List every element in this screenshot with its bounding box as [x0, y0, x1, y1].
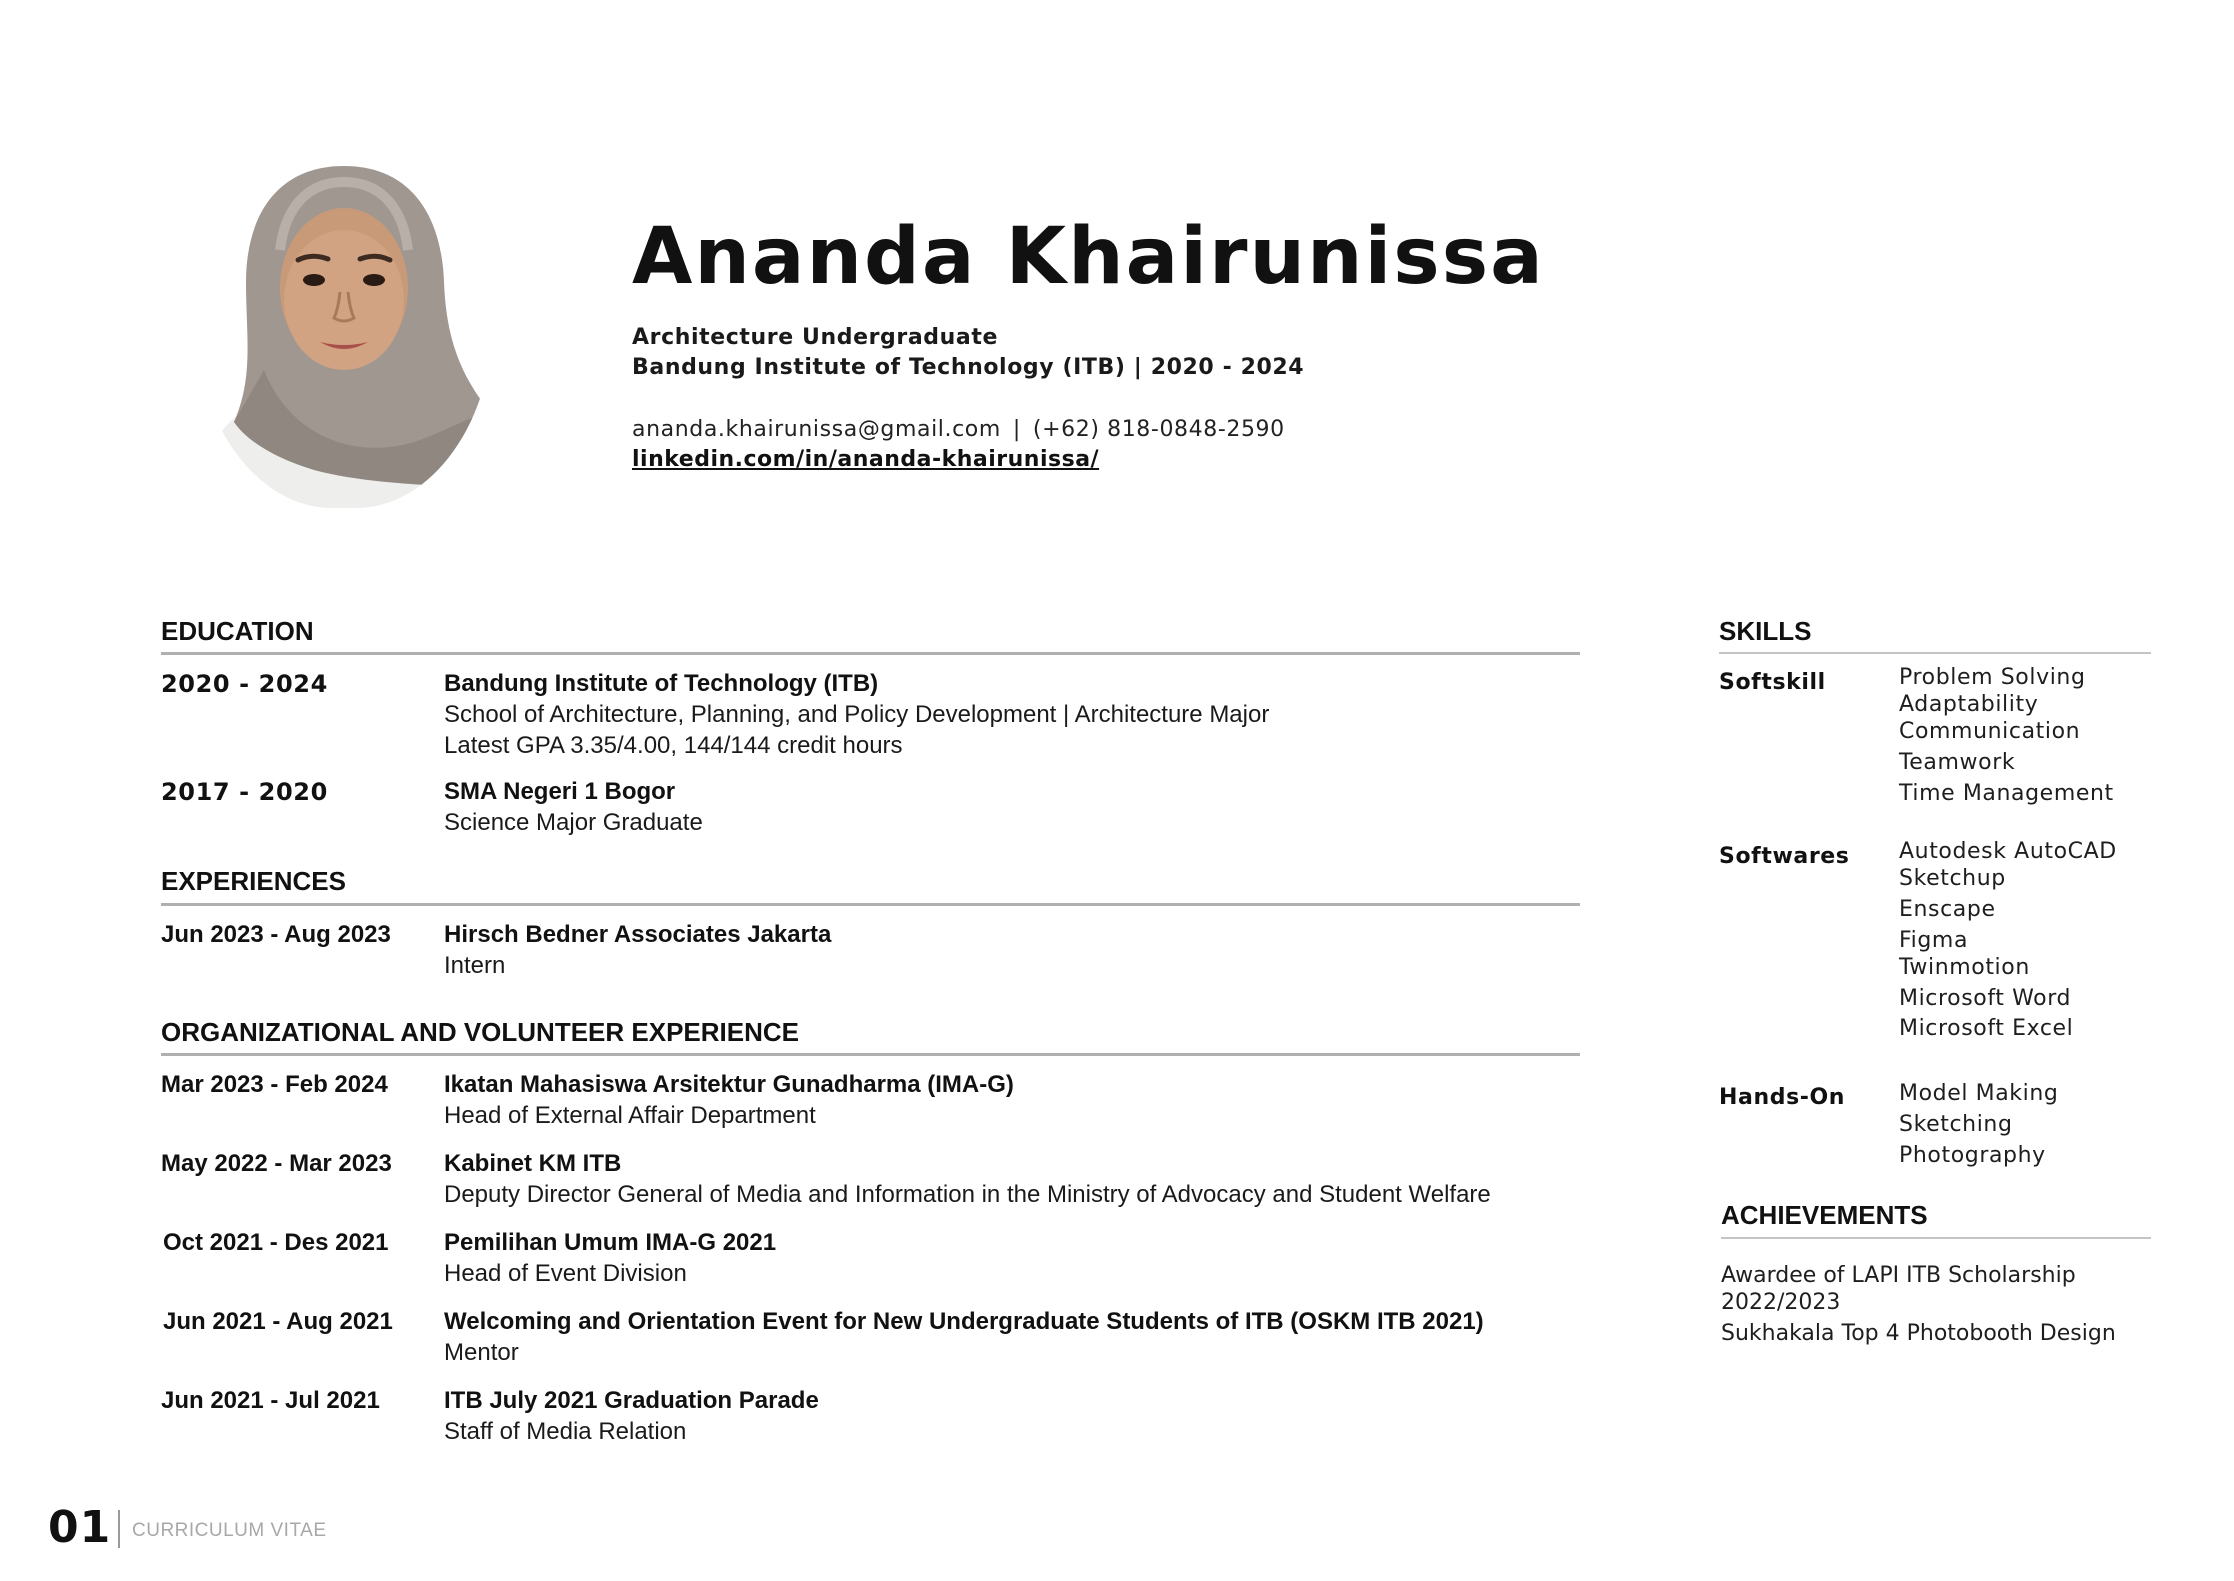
organizational-date: Mar 2023 - Feb 2024: [161, 1071, 388, 1098]
skill-item: Microsoft Excel: [1899, 1016, 2074, 1041]
education-org: Bandung Institute of Technology (ITB): [444, 670, 879, 697]
achievement-line: Sukhakala Top 4 Photobooth Design: [1721, 1321, 2116, 1346]
achievement-line: Awardee of LAPI ITB Scholarship: [1721, 1263, 2076, 1288]
skill-item: Sketching: [1899, 1112, 2013, 1137]
organizational-divider: [161, 1053, 1580, 1056]
achievements-divider: [1721, 1237, 2151, 1239]
profile-photo-illustration: [194, 160, 494, 508]
profile-photo: [194, 160, 494, 508]
candidate-institution: Bandung Institute of Technology (ITB) | 2020 - 2024: [632, 355, 1305, 380]
experience-role: Intern: [444, 952, 506, 979]
education-desc: Latest GPA 3.35/4.00, 144/144 credit hours: [444, 732, 903, 759]
candidate-role: Architecture Undergraduate: [632, 325, 998, 350]
achievement-line: 2022/2023: [1721, 1290, 1841, 1315]
skill-item: Communication: [1899, 719, 2081, 744]
experience-org: Hirsch Bedner Associates Jakarta: [444, 921, 832, 948]
organizational-title: ORGANIZATIONAL AND VOLUNTEER EXPERIENCE: [161, 1017, 800, 1047]
experiences-title: EXPERIENCES: [161, 866, 346, 896]
candidate-name: Ananda Khairunissa: [632, 212, 1545, 302]
skill-group-label: Hands-On: [1719, 1085, 1846, 1110]
organizational-role: Mentor: [444, 1339, 519, 1366]
skill-item: Twinmotion: [1899, 955, 2030, 980]
organizational-date: May 2022 - Mar 2023: [161, 1150, 392, 1177]
organizational-org: Welcoming and Orientation Event for New Undergraduate Students of ITB (OSKM ITB 2021): [444, 1308, 1484, 1335]
skills-divider: [1719, 652, 2151, 654]
organizational-date: Oct 2021 - Des 2021: [163, 1229, 389, 1256]
organizational-date: Jun 2021 - Aug 2021: [163, 1308, 393, 1335]
education-title: EDUCATION: [161, 616, 314, 646]
skill-item: Adaptability: [1899, 692, 2039, 717]
linkedin-link[interactable]: linkedin.com/in/ananda-khairunissa/: [632, 447, 1100, 472]
organizational-org: Pemilihan Umum IMA-G 2021: [444, 1229, 777, 1256]
experiences-divider: [161, 903, 1580, 906]
education-divider: [161, 652, 1580, 655]
skills-title: SKILLS: [1719, 616, 1812, 646]
education-date: 2017 - 2020: [161, 778, 328, 806]
organizational-date: Jun 2021 - Jul 2021: [161, 1387, 380, 1414]
skill-group-label: Softwares: [1719, 844, 1850, 869]
skill-item: Sketchup: [1899, 866, 2006, 891]
skill-group-label: Softskill: [1719, 670, 1826, 695]
experience-date: Jun 2023 - Aug 2023: [161, 921, 391, 948]
education-desc: Science Major Graduate: [444, 809, 703, 836]
skill-item: Teamwork: [1899, 750, 2016, 775]
organizational-role: Head of Event Division: [444, 1260, 687, 1287]
organizational-role: Deputy Director General of Media and Information in the Ministry of Advocacy and Student Welfare: [444, 1181, 1491, 1208]
contact-separator: |: [1012, 417, 1021, 442]
organizational-org: Ikatan Mahasiswa Arsitektur Gunadharma (IMA-G): [444, 1071, 1014, 1098]
skill-item: Microsoft Word: [1899, 986, 2072, 1011]
email-link[interactable]: ananda.khairunissa@gmail.com: [632, 417, 1001, 442]
skill-item: Figma: [1899, 928, 1969, 953]
skill-item: Problem Solving: [1899, 665, 2086, 690]
footer-label: CURRICULUM VITAE: [132, 1520, 327, 1541]
education-desc: School of Architecture, Planning, and Policy Development | Architecture Major: [444, 701, 1270, 728]
education-org: SMA Negeri 1 Bogor: [444, 778, 676, 805]
skill-item: Photography: [1899, 1143, 2046, 1168]
phone-number[interactable]: (+62) 818-0848-2590: [1032, 417, 1285, 442]
contact-line: [632, 417, 1285, 442]
skill-item: Autodesk AutoCAD: [1899, 839, 2117, 864]
achievements-title: ACHIEVEMENTS: [1721, 1200, 1928, 1230]
organizational-role: Head of External Affair Department: [444, 1102, 816, 1129]
skill-item: Enscape: [1899, 897, 1996, 922]
page-number: 01: [48, 1502, 112, 1553]
skill-item: Model Making: [1899, 1081, 2059, 1106]
organizational-org: Kabinet KM ITB: [444, 1150, 622, 1177]
organizational-org: ITB July 2021 Graduation Parade: [444, 1387, 819, 1414]
footer-divider: [118, 1510, 120, 1548]
organizational-role: Staff of Media Relation: [444, 1418, 687, 1445]
education-date: 2020 - 2024: [161, 670, 328, 698]
skill-item: Time Management: [1899, 781, 2114, 806]
